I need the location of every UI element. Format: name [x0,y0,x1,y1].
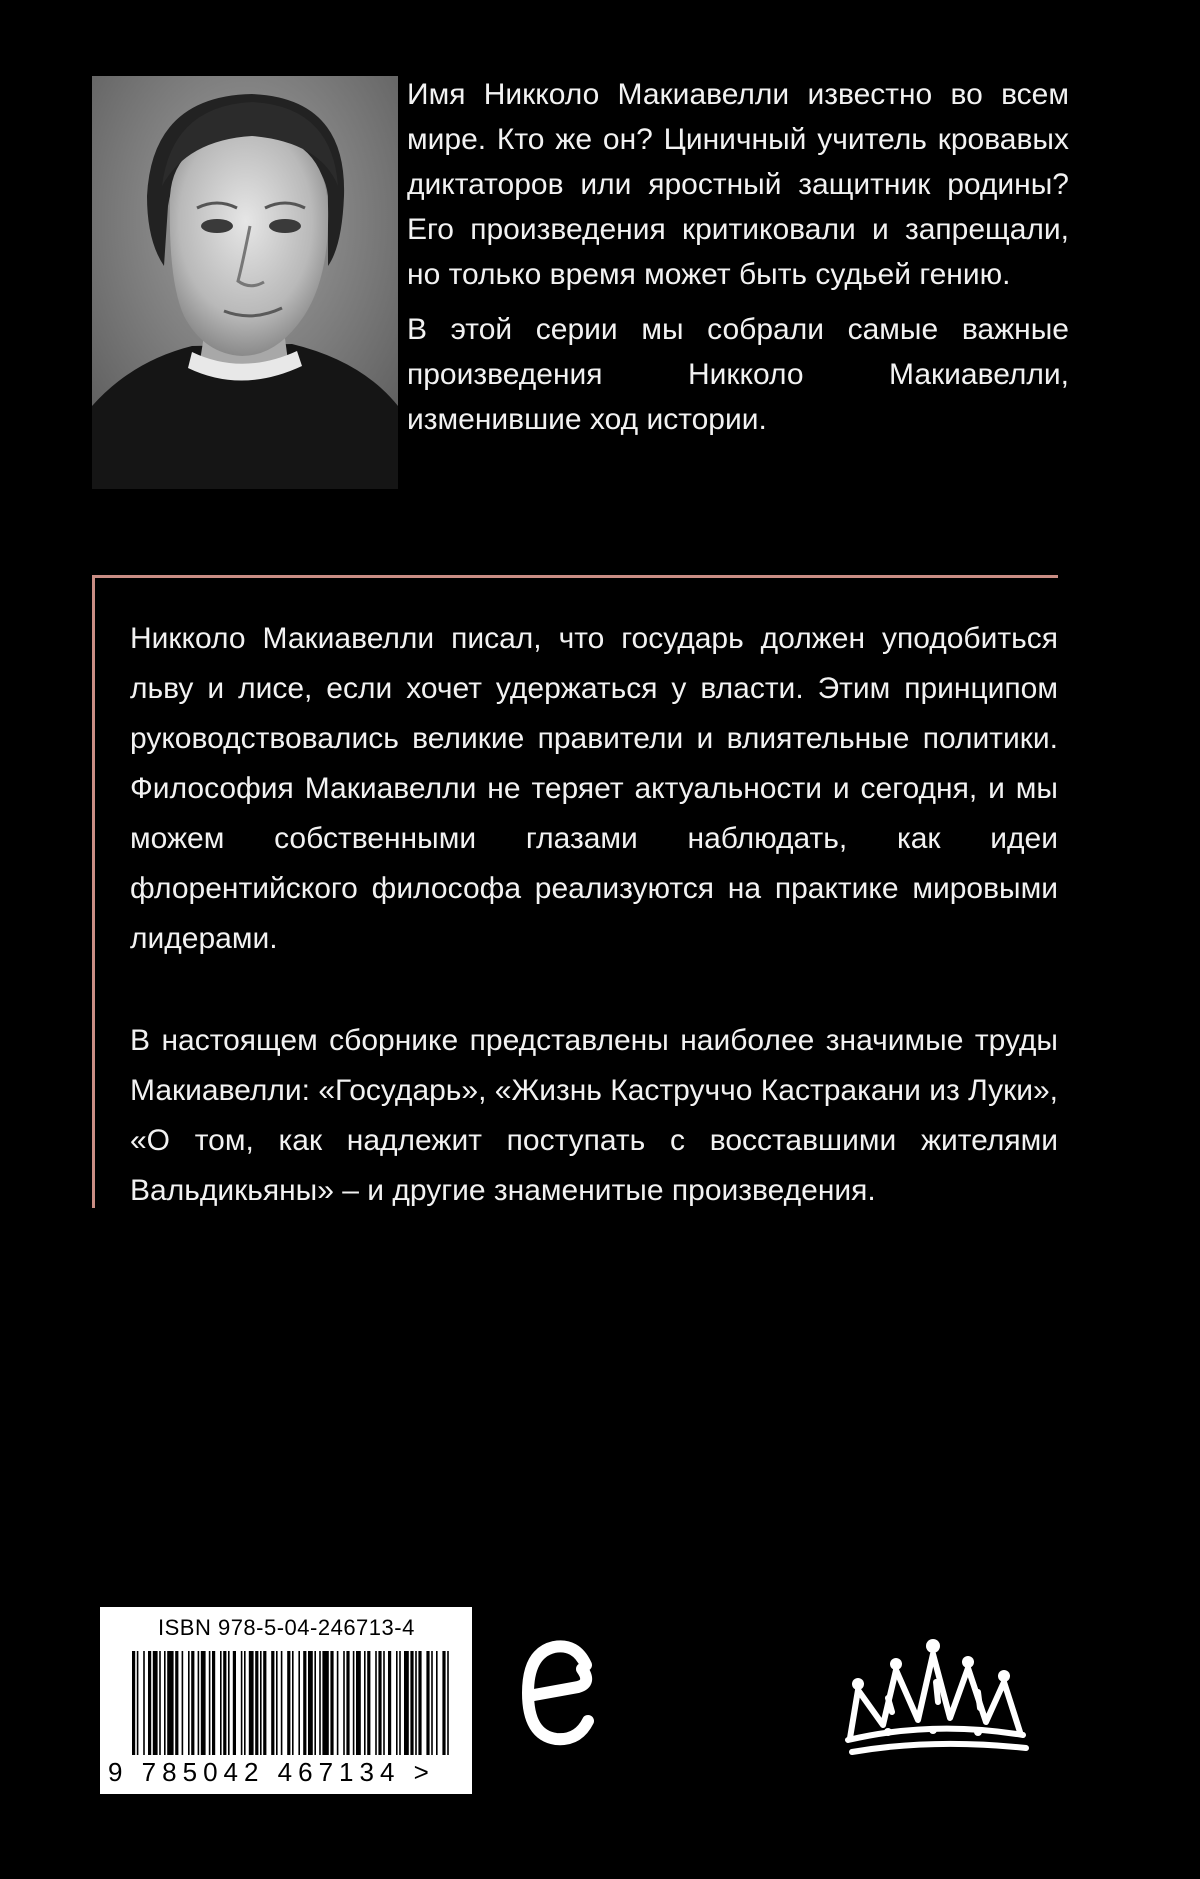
barcode-bar [375,1651,377,1755]
barcode-bar [396,1651,398,1755]
barcode-bar [153,1651,158,1755]
barcode-bar [228,1651,230,1755]
barcode-bar [276,1651,278,1755]
barcode-bar [260,1651,262,1755]
barcode-bar [404,1651,409,1755]
barcode-bar [367,1651,370,1755]
isbn-label: ISBN 978-5-04-246713-4 [158,1615,415,1640]
barcode-bars [132,1651,450,1755]
barcode-bar [143,1651,145,1755]
barcode-bar [182,1651,184,1755]
barcode-bar [330,1651,333,1755]
barcode-bar [378,1651,381,1755]
intro-paragraph-2: В этой серии мы собрали самые важные произведения Никколо Макиавелли, изменившие ход истории. [407,313,1069,436]
barcode-bar [322,1651,328,1755]
frame-left-border [92,575,95,1208]
barcode-bar [188,1651,190,1755]
crown-icon [828,1620,1038,1775]
barcode-bar [353,1651,355,1755]
barcode-bar [209,1651,211,1755]
barcode-bar [255,1651,258,1755]
barcode-bar [314,1651,316,1755]
barcode-bar [148,1651,151,1755]
barcode-bar [356,1651,361,1755]
barcode-bar [212,1651,215,1755]
barcode-bar [298,1651,300,1755]
intro-text [407,72,1069,452]
barcode-bar [346,1651,349,1755]
barcode-bar [175,1651,178,1755]
barcode-bar [167,1651,173,1755]
barcode-bar [137,1651,139,1755]
barcode-bar [241,1651,243,1755]
eksmo-logo-icon [520,1635,600,1760]
barcode-bar [447,1651,449,1755]
barcode-bar [364,1651,366,1755]
barcode-number: 9 785042 467134 > [108,1757,435,1787]
barcode-bar [271,1651,274,1755]
main-paragraph-1: Никколо Макиавелли писал, что государь должен уподобиться льву и лисе, если хочет удержаться у власти. Этим принципом руководствовались великие правители и влиятельные политики. Философия Макиавелли не теряет актуальности и сегодня, и мы можем собственными глазами наблюдать, как идеи флорентийского философа реализуются на практике мировыми лидерами. [130,622,1058,955]
barcode-box [100,1607,472,1794]
barcode-bar [319,1651,321,1755]
portrait-image [92,76,398,489]
barcode-bar [410,1651,413,1755]
barcode-bar [399,1651,401,1755]
barcode-bar [191,1651,194,1755]
barcode-bar [431,1651,433,1755]
barcode-bar [198,1651,200,1755]
barcode-bar [223,1651,226,1755]
barcode-bar [343,1651,345,1755]
barcode-bar [415,1651,417,1755]
barcode-bar [281,1651,283,1755]
barcode-bar [383,1651,385,1755]
intro-paragraph-1: Имя Никколо Макиавелли известно во всем мире. Кто же он? Циничный учитель кровавых диктаторов или яростный защитник родины? Его произведения критиковали и запрещали, но только время может быть судьей гению. [407,78,1069,291]
barcode-bar [442,1651,445,1755]
barcode-bar [244,1651,246,1755]
barcode-bar [436,1651,438,1755]
barcode-bar [337,1651,339,1755]
barcode-bar [426,1651,429,1755]
barcode-bar [287,1651,290,1755]
barcode-bar [233,1651,236,1755]
main-text [130,614,1058,1268]
barcode-bar [159,1651,161,1755]
barcode-bar [249,1651,254,1755]
barcode-bar [388,1651,391,1755]
barcode-bar [201,1651,206,1755]
barcode-bar [164,1651,166,1755]
barcode-bar [132,1651,135,1755]
portrait-illustration [92,76,398,489]
main-paragraph-2: В настоящем сборнике представлены наиболее значимые труды Макиавелли: «Государь», «Жизнь Каструччо Кастракани из Луки», «О том, как надлежит поступать с восставшими жителями Вальдикьяны» – и другие знаменитые произведения. [130,1024,1058,1207]
barcode-bar [263,1651,266,1755]
barcode-bar [418,1651,421,1755]
barcode-bar [292,1651,294,1755]
barcode-bar [308,1651,313,1755]
barcode-bar [220,1651,222,1755]
frame-top-border [92,575,1058,578]
barcode-bar [303,1651,306,1755]
